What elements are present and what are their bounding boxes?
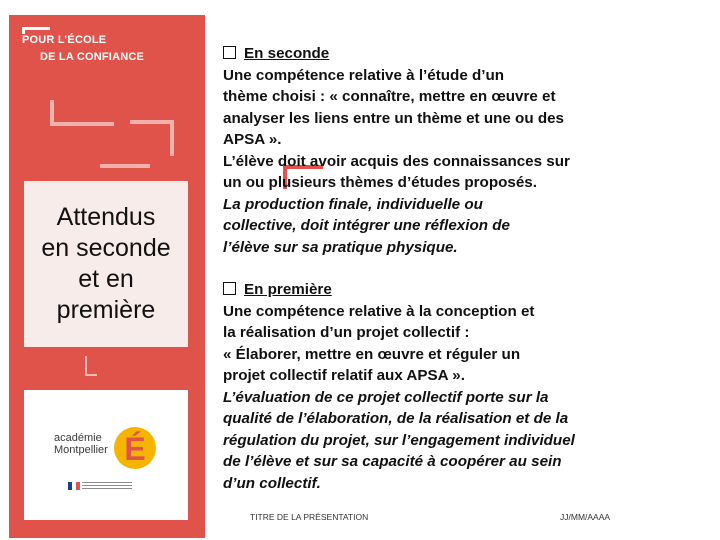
premiere-italic-line: qualité de l’élaboration, de la réalisation et de la <box>223 410 569 427</box>
checkbox-icon <box>223 282 236 295</box>
premiere-line: la réalisation d’un projet collectif : <box>223 324 470 341</box>
title-line: en seconde <box>41 234 171 262</box>
brand-logo-text <box>22 32 144 66</box>
brand-line-1: POUR L’ÉCOLE <box>22 34 107 46</box>
seconde-italic-line: l’élève sur sa pratique physique. <box>223 238 458 256</box>
academie-line-2: Montpellier <box>54 444 108 456</box>
academie-logo <box>24 390 188 520</box>
academie-emblem-letter: É <box>124 431 146 467</box>
seconde-line: thème choisi : « connaître, mettre en œuvre et <box>223 88 556 105</box>
title-line: et en <box>78 265 134 293</box>
checkbox-icon <box>223 46 236 59</box>
premiere-italic-line: de l’élève et sur sa capacité à coopérer au sein <box>223 453 562 470</box>
title-line: première <box>56 296 156 324</box>
seconde-line: L’élève doit avoir acquis des connaissances sur <box>223 152 570 170</box>
main-content <box>223 43 703 494</box>
academie-emblem-icon <box>112 418 158 470</box>
seconde-italic-line: collective, doit intégrer une réflexion de <box>223 217 510 234</box>
seconde-heading-text: En seconde <box>244 45 330 62</box>
decorative-bracket-small <box>85 356 97 376</box>
seconde-italic-line: La production finale, individuelle ou <box>223 195 483 213</box>
section-title-box <box>24 181 188 347</box>
academie-line-1: académie <box>54 432 102 444</box>
seconde-line: APSA ». <box>223 131 282 148</box>
premiere-italic-line: L’évaluation de ce projet collectif porte sur la <box>223 388 549 406</box>
premiere-line: projet collectif relatif aux APSA ». <box>223 367 465 384</box>
premiere-line: « Élaborer, mettre en œuvre et réguler un <box>223 345 521 363</box>
title-line: Attendus <box>56 203 156 231</box>
footer-title: TITRE DE LA PRÉSENTATION <box>250 512 369 522</box>
footer-date: JJ/MM/AAAA <box>560 512 611 522</box>
brand-line-2: DE LA CONFIANCE <box>40 51 145 63</box>
seconde-line: analyser les liens entre un thème et une ou des <box>223 109 564 127</box>
premiere-italic-line: régulation du projet, sur l’engagement individuel <box>223 431 575 449</box>
brand-mark-bar <box>22 27 50 30</box>
seconde-line: un ou plusieurs thèmes d’études proposés. <box>223 174 537 191</box>
seconde-line: Une compétence relative à l’étude d’un <box>223 66 505 84</box>
premiere-heading-text: En première <box>244 281 332 298</box>
french-flag-icon <box>68 482 80 490</box>
seconde-heading <box>223 43 703 65</box>
section-premiere <box>223 279 703 494</box>
premiere-heading <box>223 279 703 301</box>
decorative-bracket <box>50 100 114 126</box>
spacer <box>223 258 703 279</box>
section-title <box>41 202 170 326</box>
premiere-line: Une compétence relative à la conception et <box>223 302 535 320</box>
section-seconde <box>223 43 703 258</box>
premiere-italic-line: d’un collectif. <box>223 474 321 492</box>
decorative-line <box>100 150 150 168</box>
government-mark <box>82 482 132 491</box>
academie-name <box>54 432 108 456</box>
